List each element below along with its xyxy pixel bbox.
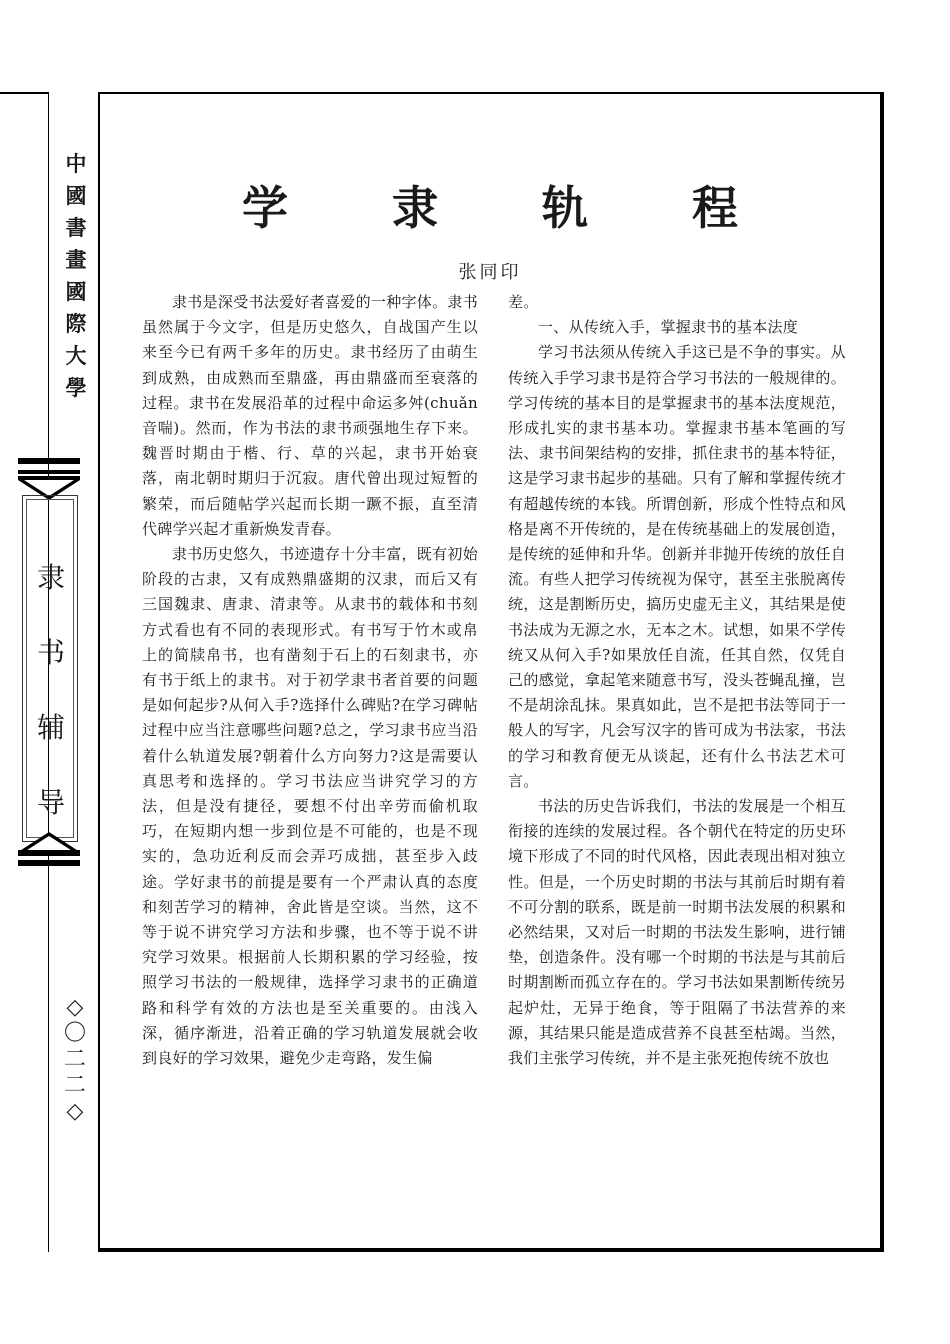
title-char: 國 bbox=[65, 184, 87, 208]
section-label-char: 辅 bbox=[36, 711, 65, 744]
frame-rule-top bbox=[98, 92, 884, 94]
frame-rule-bottom bbox=[98, 1248, 884, 1252]
panel-bar-top bbox=[18, 470, 80, 474]
title-char: 學 bbox=[65, 376, 87, 400]
paragraph: 隶书是深受书法爱好者喜爱的一种字体。隶书虽然属于今文字，但是历史悠久，自战国产生以来至今已有两千多年的历史。隶书经历了由萌生到成熟，由成熟而至鼎盛，再由鼎盛而至衰落的过程。隶书在发展沿革的过程中命运多舛(chuǎn 音喘)。然而，作为书法的隶书顽强地生存下来。魏晋时期由于楷、行、草的兴起，隶书开始衰落，南北朝时期归于沉寂。唐代曾出现过短暂的繁荣，而后随帖学兴起而长期一蹶不振，直至清代碑学兴起才重新焕发青春。 bbox=[142, 293, 479, 538]
paragraph: 书法的历史告诉我们，书法的发展是一个相互衔接的连续的发展过程。各个朝代在特定的历史环境下形成了不同的时代风格，因此表现出相对独立性。但是，一个历史时期的书法与其前后时期有着不可分割的联系，既是前一时期书法发展的积累和必然结果，又对后一时期的书法发生影响，进行铺垫，创造条件。没有哪一个时期的书法是与其前后时期割断而孤立存在的。学习书法如果割断传统另起炉灶，无异于绝食，等于阻隔了书法营养的来源，其结果只能是造成营养不良甚至枯竭。当然，我们主张学习传统，并不是主张死抱传统不放也 bbox=[508, 797, 846, 1068]
frame-rule-top-left bbox=[0, 92, 48, 94]
page-number-char: 二 bbox=[63, 1047, 86, 1072]
section-label-char: 书 bbox=[36, 636, 65, 669]
page-number-char: ◇ bbox=[66, 995, 84, 1020]
paragraph: 隶书历史悠久，书迹遗存十分丰富，既有初始阶段的古隶，又有成熟鼎盛期的汉隶，而后又有三国魏隶、唐隶、清隶等。从隶书的载体和书刻方式看也有不同的表现形式。有书写于竹木或帛上的简牍帛书，也有凿刻于石上的石刻隶书，亦有书于纸上的隶书。对于初学隶书者首要的问题是如何起步?从何入手?选择什么碑贴?在学习碑帖过程中应当注意哪些问题?总之，学习隶书应当沿着什么轨道发展?朝着什么方向努力?这是需要认真思考和选择的。学习书法应当讲究学习的方法，但是没有捷径，要想不付出辛劳而偷机取巧，在短期内想一步到位是不可能的，也是不现实的，急功近利反而会弄巧成拙，甚至步入歧途。学好隶书的前提是要有一个严肃认真的态度和刻苦学习的精神，舍此皆是空谈。当然，这不等于说不讲究学习方法和步骤，也不等于说不讲究学习效果。根据前人长期积累的学习经验，按照学习书法的一般规律，选择学习隶书的正确道路和科学有效的方法也是至关重要的。由浅入深，循序渐进，沿着正确的学习轨道发展就会收到良好的学习效果，避免少走弯路，发生偏 bbox=[142, 545, 479, 1068]
title-char: 中 bbox=[65, 152, 87, 176]
panel-bar-bottom bbox=[18, 860, 80, 866]
article-title: 学 隶 轨 程 bbox=[241, 181, 783, 235]
section-heading: 一、从传统入手，掌握隶书的基本法度 bbox=[538, 318, 799, 337]
page-number-char: 〇 bbox=[63, 1021, 86, 1046]
title-char: 畫 bbox=[65, 248, 87, 272]
paragraph-continuation: 差。 bbox=[508, 293, 539, 311]
panel-bar-top bbox=[18, 458, 80, 464]
section-label bbox=[28, 540, 74, 840]
article-column-right bbox=[508, 290, 846, 1071]
page-number-char: 二 bbox=[63, 1073, 86, 1098]
title-char: 國 bbox=[65, 280, 87, 304]
page-number bbox=[58, 995, 92, 1125]
title-char: 大 bbox=[65, 344, 87, 368]
frame-rule-right bbox=[880, 92, 884, 1252]
vertical-journal-title bbox=[60, 148, 92, 404]
section-label-char: 导 bbox=[36, 786, 65, 819]
article-author: 张同印 bbox=[458, 262, 522, 283]
article-column-left bbox=[142, 290, 478, 1071]
section-label-char: 隶 bbox=[36, 561, 65, 594]
page-number-char: ◇ bbox=[66, 1099, 84, 1124]
title-char: 際 bbox=[65, 312, 87, 336]
title-char: 書 bbox=[65, 216, 87, 240]
panel-bar-bottom bbox=[18, 850, 80, 854]
paragraph: 学习书法须从传统入手这已是不争的事实。从传统入手学习隶书是符合学习书法的一般规律的。学习传统的基本目的是掌握隶书的基本法度规范，形成扎实的隶书基本功。掌握隶书基本笔画的写法、隶书间架结构的安排，抓住隶书的基本特征，这是学习隶书起步的基础。只有了解和掌握传统才有超越传统的本钱。所谓创新，形成个性特点和风格是离不开传统的，是在传统基础上的发展创造，是传统的延伸和升华。创新并非抛开传统的放任自流。有些人把学习传统视为保守，甚至主张脱离传统，这是割断历史，搞历史虚无主义，其结果是使书法成为无源之水，无本之木。试想，如果不学传统又从何入手?如果放任自流，任其自然，仅凭自己的感觉，拿起笔来随意书写，没头苍蝇乱撞，岂不是胡涂乱抹。果真如此，岂不是把书法等同于一般人的写字，凡会写汉字的皆可成为书法家，书法的学习和教育便无从谈起，还有什么书法艺术可言。 bbox=[508, 343, 846, 790]
